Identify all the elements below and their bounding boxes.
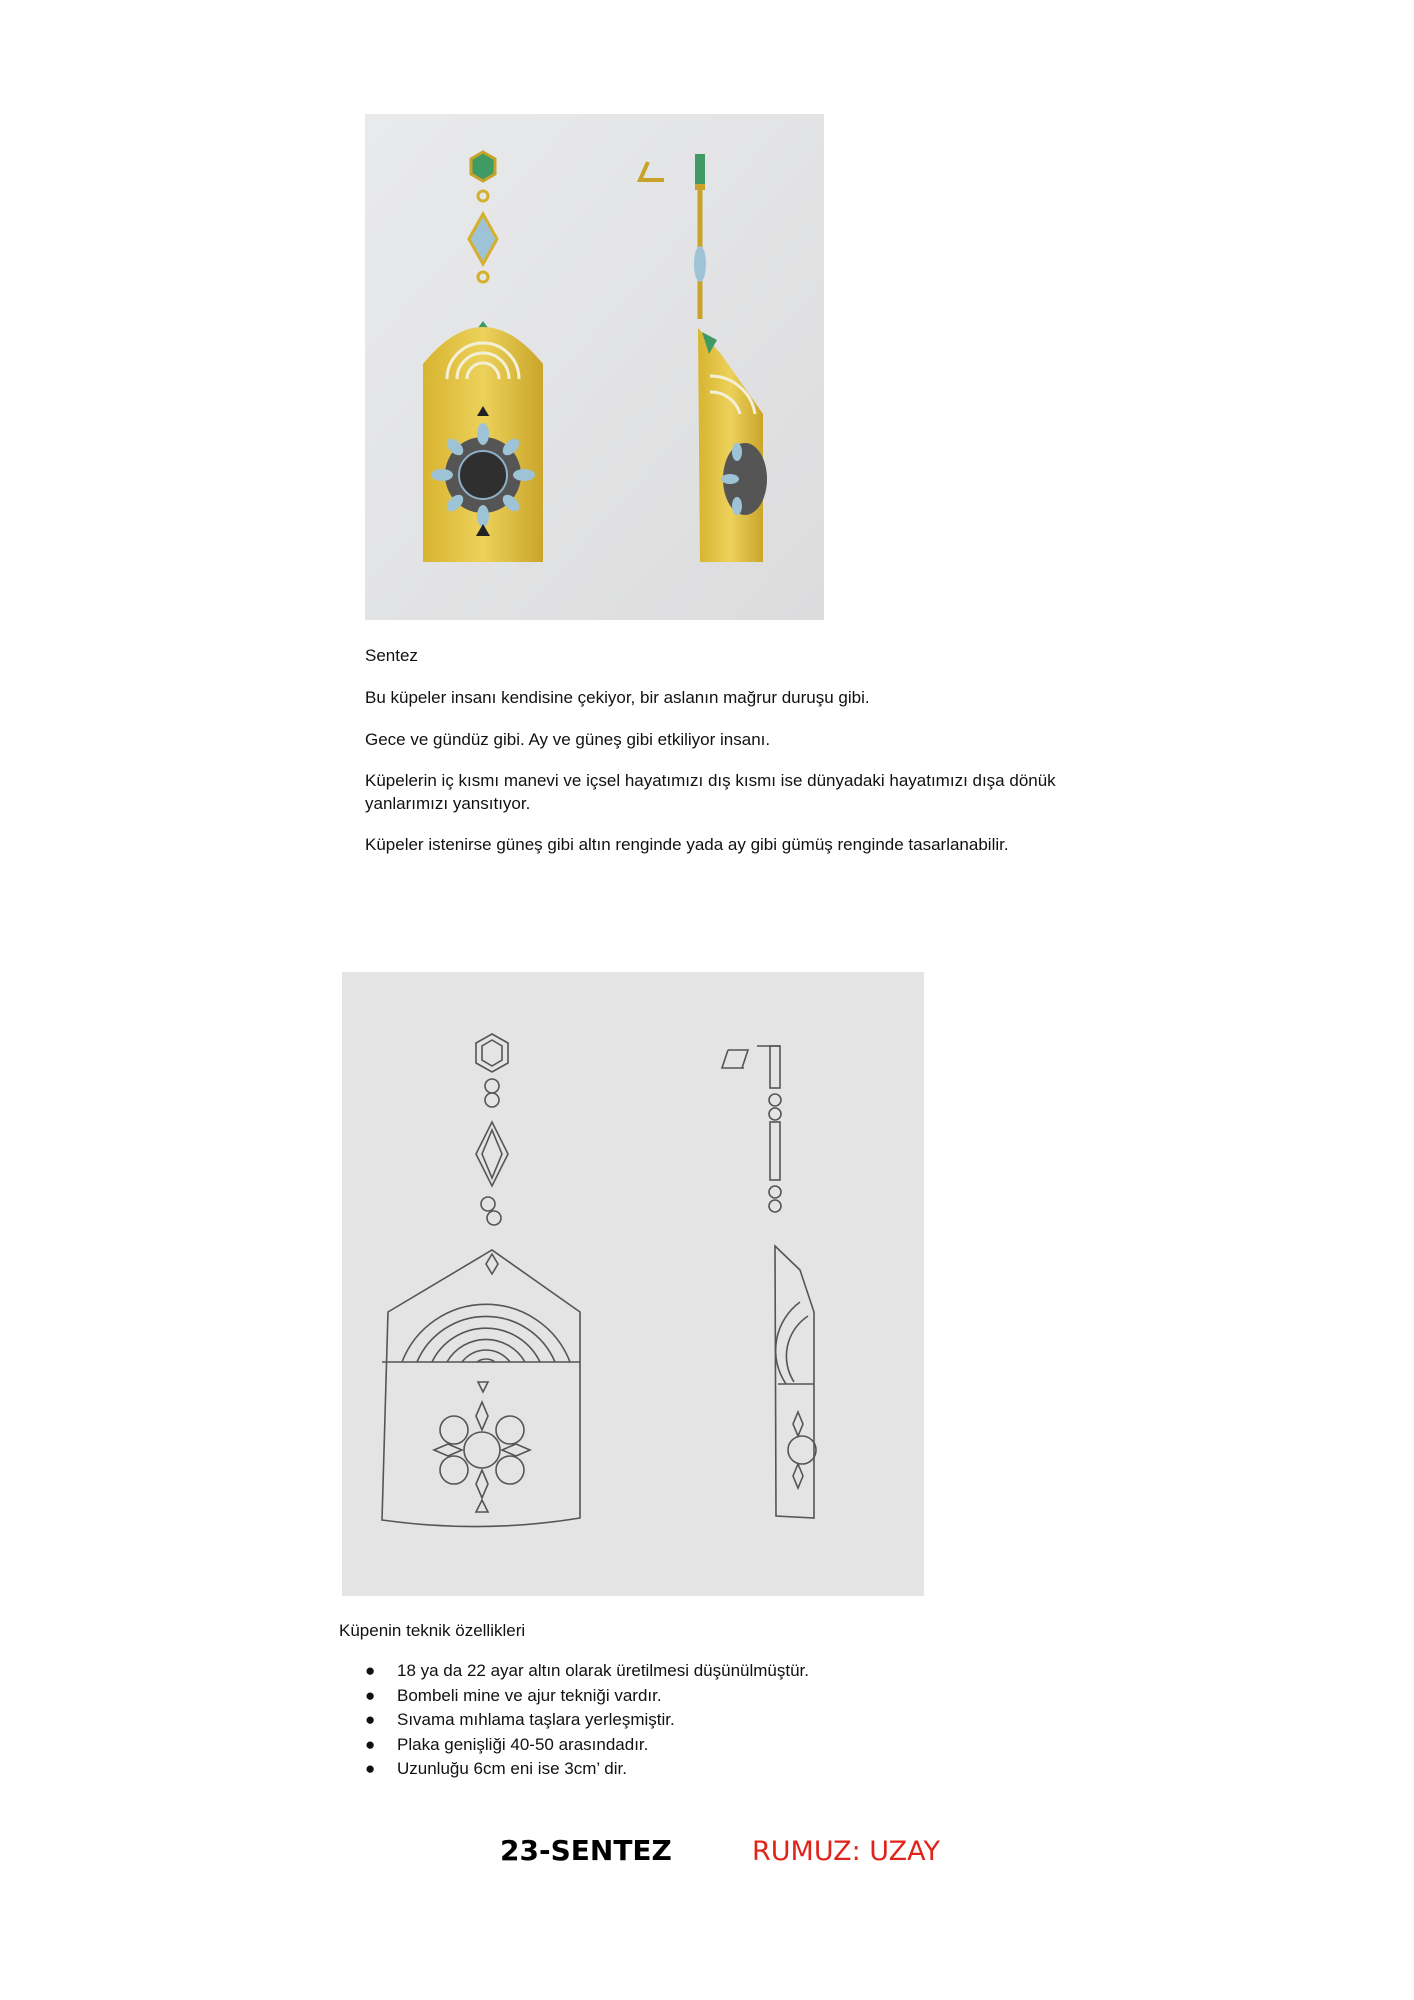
list-item: ● Bombeli mine ve ajur tekniği vardır. [365, 1684, 809, 1709]
list-item: ● 18 ya da 22 ayar altın olarak üretilmesi düşünülmüştür. [365, 1659, 809, 1684]
colored-earring-illustration [365, 114, 824, 620]
paragraph-1: Bu küpeler insanı kendisine çekiyor, bir aslanın mağrur duruşu gibi. [365, 688, 870, 707]
section-title-technical: Küpenin teknik özellikleri [339, 1621, 526, 1640]
paragraph-2: Gece ve gündüz gibi. Ay ve güneş gibi etkiliyor insanı. [365, 730, 771, 749]
list-item: ● Plaka genişliği 40-50 arasındadır. [365, 1733, 809, 1758]
pencil-earring-illustration [342, 972, 924, 1596]
technical-features-list [365, 1659, 809, 1782]
list-item: ● Uzunluğu 6cm eni ise 3cm’ dir. [365, 1757, 809, 1782]
bullet-icon: ● [365, 1710, 376, 1729]
colored-earring-drawing [365, 114, 824, 620]
bullet-icon: ● [365, 1661, 376, 1680]
bullet-icon: ● [365, 1685, 376, 1705]
bullet-icon: ● [365, 1759, 376, 1778]
pencil-earring-drawing [342, 972, 924, 1596]
pseudonym-code: RUMUZ: UZAY [752, 1836, 940, 1867]
list-item: ● Sıvama mıhlama taşlara yerleşmiştir. [365, 1708, 809, 1733]
paragraph-3: Küpelerin iç kısmı manevi ve içsel hayatımızı dış kısmı ise dünyadaki hayatımızı dışa dönük yanlarımızı yansıtıyor. [365, 771, 1056, 813]
section-title-sentez: Sentez [365, 646, 418, 665]
paragraph-4: Küpeler istenirse güneş gibi altın renginde yada ay gibi gümüş renginde tasarlanabilir. [365, 835, 1009, 854]
document-code-title: 23-SENTEZ [500, 1834, 672, 1867]
bullet-icon: ● [365, 1734, 376, 1754]
